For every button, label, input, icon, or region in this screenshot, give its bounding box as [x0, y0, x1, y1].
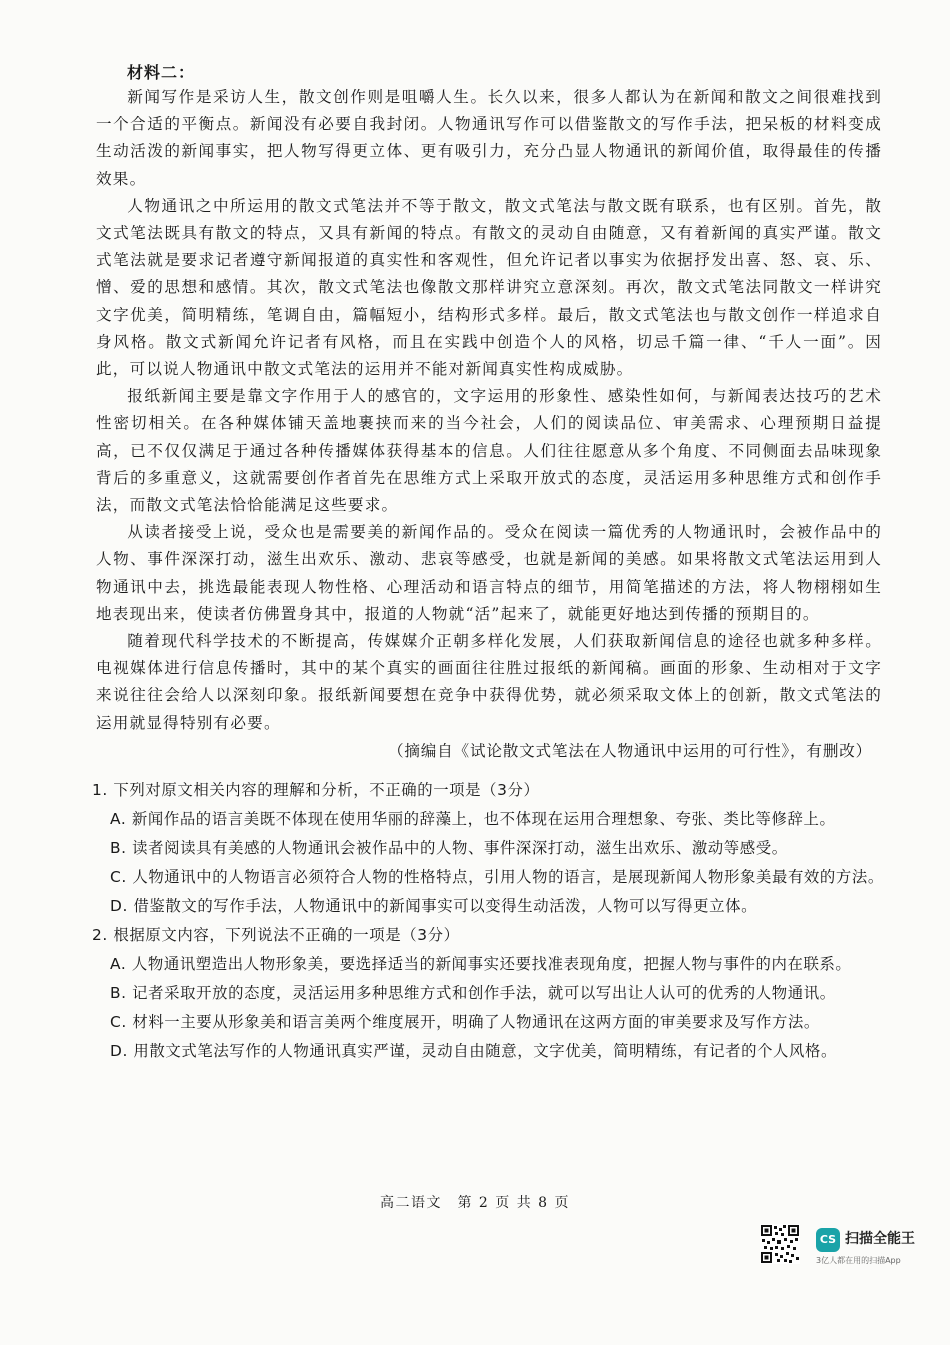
- material-paragraph-2: 人物通讯之中所运用的散文式笔法并不等于散文，散文式笔法与散文既有联系，也有区别。首先，散文式笔法既具有散文的特点，又具有新闻的特点。有散文的灵动自由随意，又有着新闻的真实严谨。散文式笔法就是要求记者遵守新闻报道的真实性和客观性，但允许记者以事实为依据抒发出喜、怒、哀、乐、憎、爱的思想和感情。其次，散文式笔法也像散文那样讲究立意深刻。再次，散文式笔法同散文一样讲究文字优美，简明精练，笔调自由，篇幅短小，结构形式多样。最后，散文式笔法也与散文创作一样追求自身风格。散文式新闻允许记者有风格，而且在实践中创造个人的风格，切忌千篇一律、“千人一面”。因此，可以说人物通讯中散文式笔法的运用并不能对新闻真实性构成威胁。: [96, 196, 882, 379]
- question-2-option-c: C. 材料一主要从形象美和语言美两个维度展开，明确了人物通讯在这两方面的审美要求及写作方法。: [110, 1013, 820, 1031]
- material-title: 材料二：: [127, 63, 196, 82]
- scanner-watermark: [760, 1224, 940, 1266]
- question-1-option-b: B. 读者阅读具有美感的人物通讯会被作品中的人物、事件深深打动，滋生出欢乐、激动等感受。: [110, 839, 788, 857]
- questions-section: [92, 776, 884, 1066]
- question-2-option-a: A. 人物通讯塑造出人物形象美，要选择适当的新闻事实还要找准表现角度，把握人物与事件的内在联系。: [110, 955, 852, 973]
- page-footer: 高二语文 第 2 页 共 8 页: [379, 1195, 571, 1211]
- scanner-app-name: 扫描全能王: [845, 1231, 915, 1247]
- material-body: [96, 84, 882, 765]
- scanner-tagline: 3亿人都在用的扫描App: [816, 1256, 901, 1265]
- question-2: [92, 921, 884, 1066]
- material-source: （摘编自《试论散文式笔法在人物通讯中运用的可行性》，有删改）: [387, 741, 872, 760]
- question-2-option-d: D. 用散文式笔法写作的人物通讯真实严谨，灵动自由随意，文字优美，简明精练，有记者的个人风格。: [110, 1042, 838, 1060]
- question-1-stem: 1. 下列对原文相关内容的理解和分析，不正确的一项是（3分）: [92, 781, 540, 799]
- question-1-option-d: D. 借鉴散文的写作手法，人物通讯中的新闻事实可以变得生动活泼，人物可以写得更立体。: [110, 897, 758, 915]
- question-2-option-b: B. 记者采取开放的态度，灵活运用多种思维方式和创作手法，就可以写出让人认可的优秀的人物通讯。: [110, 984, 836, 1002]
- question-1-option-c: C. 人物通讯中的人物语言必须符合人物的性格特点，引用人物的语言，是展现新闻人物形象美最有效的方法。: [110, 868, 884, 886]
- material-paragraph-3: 报纸新闻主要是靠文字作用于人的感官的，文字运用的形象性、感染性如何，与新闻表达技巧的艺术性密切相关。在各种媒体铺天盖地裹挟而来的当今社会，人们的阅读品位、审美需求、心理预期日益提高，已不仅仅满足于通过各种传播媒体获得基本的信息。人们往往愿意从多个角度、不同侧面去品味现象背后的多重意义，这就需要创作者首先在思维方式上采取开放式的态度，灵活运用多种思维方式和创作手法，而散文式笔法恰恰能满足这些要求。: [96, 387, 882, 515]
- qr-code-icon: [760, 1224, 800, 1264]
- material-paragraph-5: 随着现代科学技术的不断提高，传媒媒介正朝多样化发展，人们获取新闻信息的途径也就多种多样。电视媒体进行信息传播时，其中的某个真实的画面往往胜过报纸的新闻稿。画面的形象、生动相对于文字来说往往会给人以深刻印象。报纸新闻要想在竞争中获得优势，就必须采取文体上的创新，散文式笔法的运用就显得特别有必要。: [96, 632, 882, 732]
- material-paragraph-4: 从读者接受上说，受众也是需要美的新闻作品的。受众在阅读一篇优秀的人物通讯时，会被作品中的人物、事件深深打动，滋生出欢乐、激动、悲哀等感受，也就是新闻的美感。如果将散文式笔法运用到人物通讯中去，挑选最能表现人物性格、心理活动和语言特点的细节，用简笔描述的方法，将人物栩栩如生地表现出来，使读者仿佛置身其中，报道的人物就“活”起来了，就能更好地达到传播的预期目的。: [96, 523, 882, 623]
- question-1: [92, 776, 884, 921]
- question-2-stem: 2. 根据原文内容，下列说法不正确的一项是（3分）: [92, 926, 460, 944]
- question-1-option-a: A. 新闻作品的语言美既不体现在使用华丽的辞藻上，也不体现在运用合理想象、夸张、类比等修辞上。: [110, 810, 836, 828]
- camscanner-logo-icon: CS: [816, 1228, 840, 1252]
- material-paragraph-1: 新闻写作是采访人生，散文创作则是咀嚼人生。长久以来，很多人都认为在新闻和散文之间很难找到一个合适的平衡点。新闻没有必要自我封闭。人物通讯写作可以借鉴散文的写作手法，把呆板的材料变成生动活泼的新闻事实，把人物写得更立体、更有吸引力，充分凸显人物通讯的新闻价值，取得最佳的传播效果。: [96, 88, 882, 188]
